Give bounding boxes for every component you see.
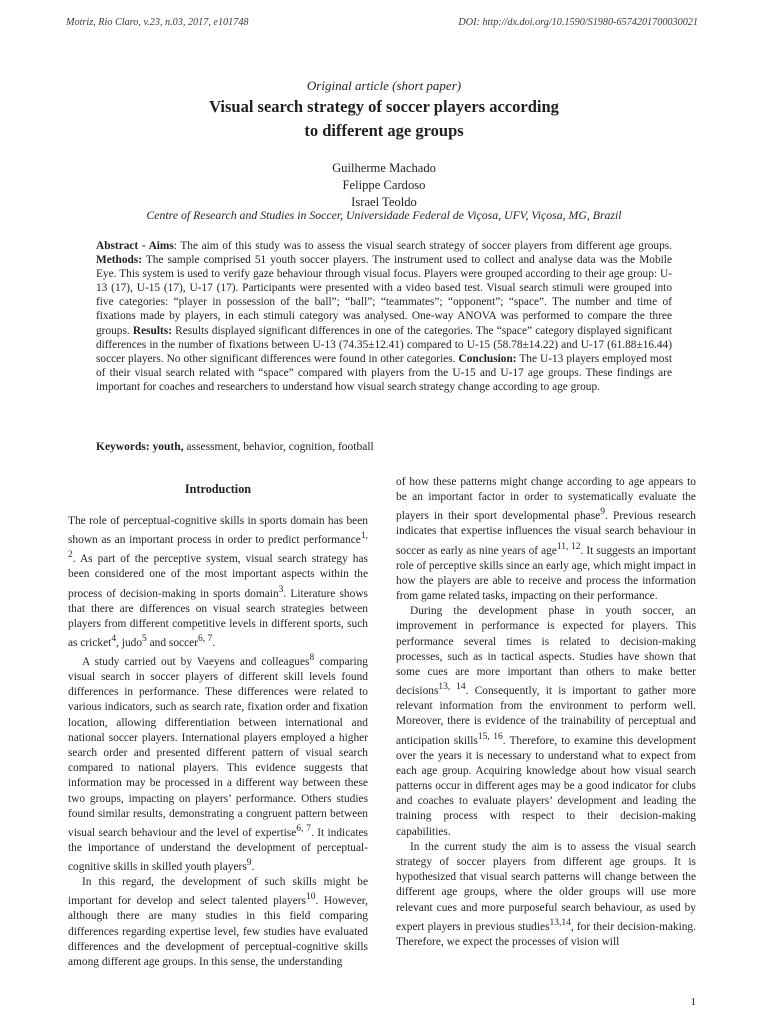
section-heading-introduction: Introduction <box>184 482 252 496</box>
paragraph-text: . Consequently, it is important to gather more relevant information from the environment to perform well. Moreover, there is evidence of the trainability of perceptual and anticipation skills <box>396 685 696 747</box>
paragraph-text: The role of perceptual-cognitive skills in sports domain has been shown as an important process in order to predict performance <box>68 515 368 547</box>
abstract <box>96 239 672 394</box>
keywords-list: assessment, behavior, cognition, football <box>183 441 374 453</box>
affiliation: Centre of Research and Studies in Soccer, Universidade Federal de Viçosa, UFV, Viçosa, MG, Brazil <box>146 208 622 222</box>
citation-ref: 3 <box>278 584 284 595</box>
paragraph-text: In the current study the aim is to assess the visual search strategy of soccer players from different age groups. It is hypothesized that visual search patterns will change between the different age groups, where the older groups will use more relevant cues and more purposeful search behaviour, as used by expert players in previous studies <box>396 840 696 933</box>
paragraph <box>68 651 368 875</box>
paragraph-text: . Therefore, to examine this development over the years it is necessary to understand what to expect from each age group. Acquiring knowledge about how visual search patterns occur in different ages may be a good indicator for clubs and coaches to evaluate players’ development and leading the training process with respect to their decision-making capabilities. <box>396 734 696 838</box>
methods-label: Methods: <box>96 254 143 267</box>
abstract-conclusion: The U-13 players employed most of their visual search related with “space” compared with players from the U-15 and U-17 age groups. These findings are important for coaches and researchers to understand how visual search strategy change according to age group. <box>96 352 672 393</box>
author-name: Guilherme Machado <box>332 161 436 175</box>
abstract-aims: : The aim of this study was to assess the visual search strategy of soccer players from different age groups. <box>173 240 672 252</box>
paragraph-text: . <box>212 636 216 649</box>
abstract-label: Abstract - Aims <box>96 240 174 252</box>
citation-ref: 6, 7 <box>296 824 312 835</box>
paragraph-text: . However, although there are many studies in this field comparing differences regarding expertise level, few studies have evaluated differences and the development of perceptual-cognitive skills among different age groups. In this sense, the understanding <box>68 895 368 969</box>
journal-citation: Motriz, Rio Claro, v.23, n.03, 2017, e101748 <box>66 17 249 28</box>
paragraph-text: comparing visual search in soccer players of different skill levels found differences in performance. These differences were related to various indicators, such as search rate, fixation order and fixation location, allowing differentiation between international and national soccer players. International players employed a higher search order and presented different pattern of visual search compared to national players. This evidence suggests that information may be processed in a different way between these two groups, impacting on players’ performance. Others studies found similar results, demonstrating a congruent pattern between visual search behaviour and the level of expertise <box>68 655 368 839</box>
results-label: Results: <box>132 324 172 337</box>
author-name: Israel Teoldo <box>351 195 417 209</box>
abstract-results: Results displayed significant differences in one of the categories. The “space” category displayed significant differences in the number of fixations between U-13 (74.35±12.41) compared to U-15 (58.78±14.22) and U-17 (61.88±16.44) soccer players. No other significant differences were found in other categories. <box>96 324 672 365</box>
title-line-2: to different age groups <box>304 121 464 140</box>
running-header <box>66 17 698 28</box>
citation-ref: 1, 2 <box>68 531 368 561</box>
paragraph-text: . It indicates the importance of understand the development of perceptual-cognitive skills in skilled youth players <box>68 826 368 874</box>
citation-ref: 11, 12 <box>556 541 581 552</box>
paragraph-text: and soccer <box>146 636 199 649</box>
citation-ref: 6, 7 <box>198 634 213 645</box>
abstract-methods: The sample comprised 51 youth soccer players. The instrument used to collect and analyse data was the Mobile Eye. This system is used to verify gaze behaviour through visual focus. Players were grouped according to their age group: U-13 (17), U-15 (17), U-17 (17). Participants were presented with a video based test. Visual search stimuli were grouped into five categories: “player in possession of the ball”; “ball”; “teammates”; “opponent”; “space”. The number and time of fixations made by players, in each stimuli category was analysed. One-way ANOVA was performed to compare the three groups. <box>96 254 672 337</box>
citation-ref: 9 <box>600 507 605 518</box>
paragraph-text: . Previous research indicates that expertise influences the visual search behaviour in soccer as early as nine years of age <box>396 510 696 557</box>
paragraph-text: In this regard, the development of such skills might be important for develop and select talented players <box>68 876 368 908</box>
title-line-1: Visual search strategy of soccer players according <box>209 97 559 116</box>
author-name: Felippe Cardoso <box>342 178 426 192</box>
citation-ref: 4 <box>111 634 117 645</box>
keywords-label: Keywords: youth, <box>96 441 184 453</box>
keywords <box>96 441 672 453</box>
right-column <box>396 475 696 950</box>
citation-ref: 5 <box>142 634 147 645</box>
paragraph <box>68 875 368 970</box>
paragraph <box>68 514 368 651</box>
left-column <box>68 475 368 970</box>
article-type: Original article (short paper) <box>306 78 462 93</box>
paragraph-text: During the development phase in youth soccer, an improvement in performance is expected for players. This performance several times is related to decision-making processes, such as in tactical aspects. Studies have shown that some cues are more important than others to make better decisions <box>396 605 696 698</box>
paragraph <box>396 475 696 604</box>
paragraph-text: , judo <box>116 636 143 649</box>
citation-ref: 15, 16 <box>477 731 503 742</box>
paragraph-text: . As part of the perceptive system, visual search strategy has been considered one of the most important aspects within the process of decision-making in sports domain <box>68 553 368 600</box>
citation-ref: 8 <box>309 653 315 664</box>
conclusion-label: Conclusion: <box>458 352 517 365</box>
page-number: 1 <box>690 996 696 1008</box>
paragraph-text: , for their decision-making. Therefore, we expect the processes of vision will <box>396 920 696 948</box>
paragraph-text: of how these patterns might change according to age appears to be an important factor in order to systematically evaluate the players in their sport developmental phase <box>396 476 696 523</box>
citation-ref: 10 <box>306 892 316 903</box>
paragraph <box>396 604 696 840</box>
author-list <box>0 160 768 211</box>
paragraph-text: A study carried out by Vaeyens and colleagues <box>82 655 310 668</box>
paragraph-text: . It suggests an important role of perceptive skills since an early age, which might impact in how the players are able to receive and process the information from game related tasks, impacting on their performance. <box>396 544 697 603</box>
citation-ref: 13,14 <box>549 917 571 928</box>
paragraph-text: . <box>251 861 255 874</box>
paragraph-text: . Literature shows that there are differences on visual search strategies between players from different competitive levels in different sports, such as cricket <box>68 587 368 649</box>
citation-ref: 13, 14 <box>438 682 466 693</box>
doi-link[interactable]: DOI: http://dx.doi.org/10.1590/S1980-6574201700030021 <box>458 17 698 28</box>
article-title <box>0 95 768 143</box>
paragraph <box>396 840 696 950</box>
citation-ref: 9 <box>246 858 252 869</box>
